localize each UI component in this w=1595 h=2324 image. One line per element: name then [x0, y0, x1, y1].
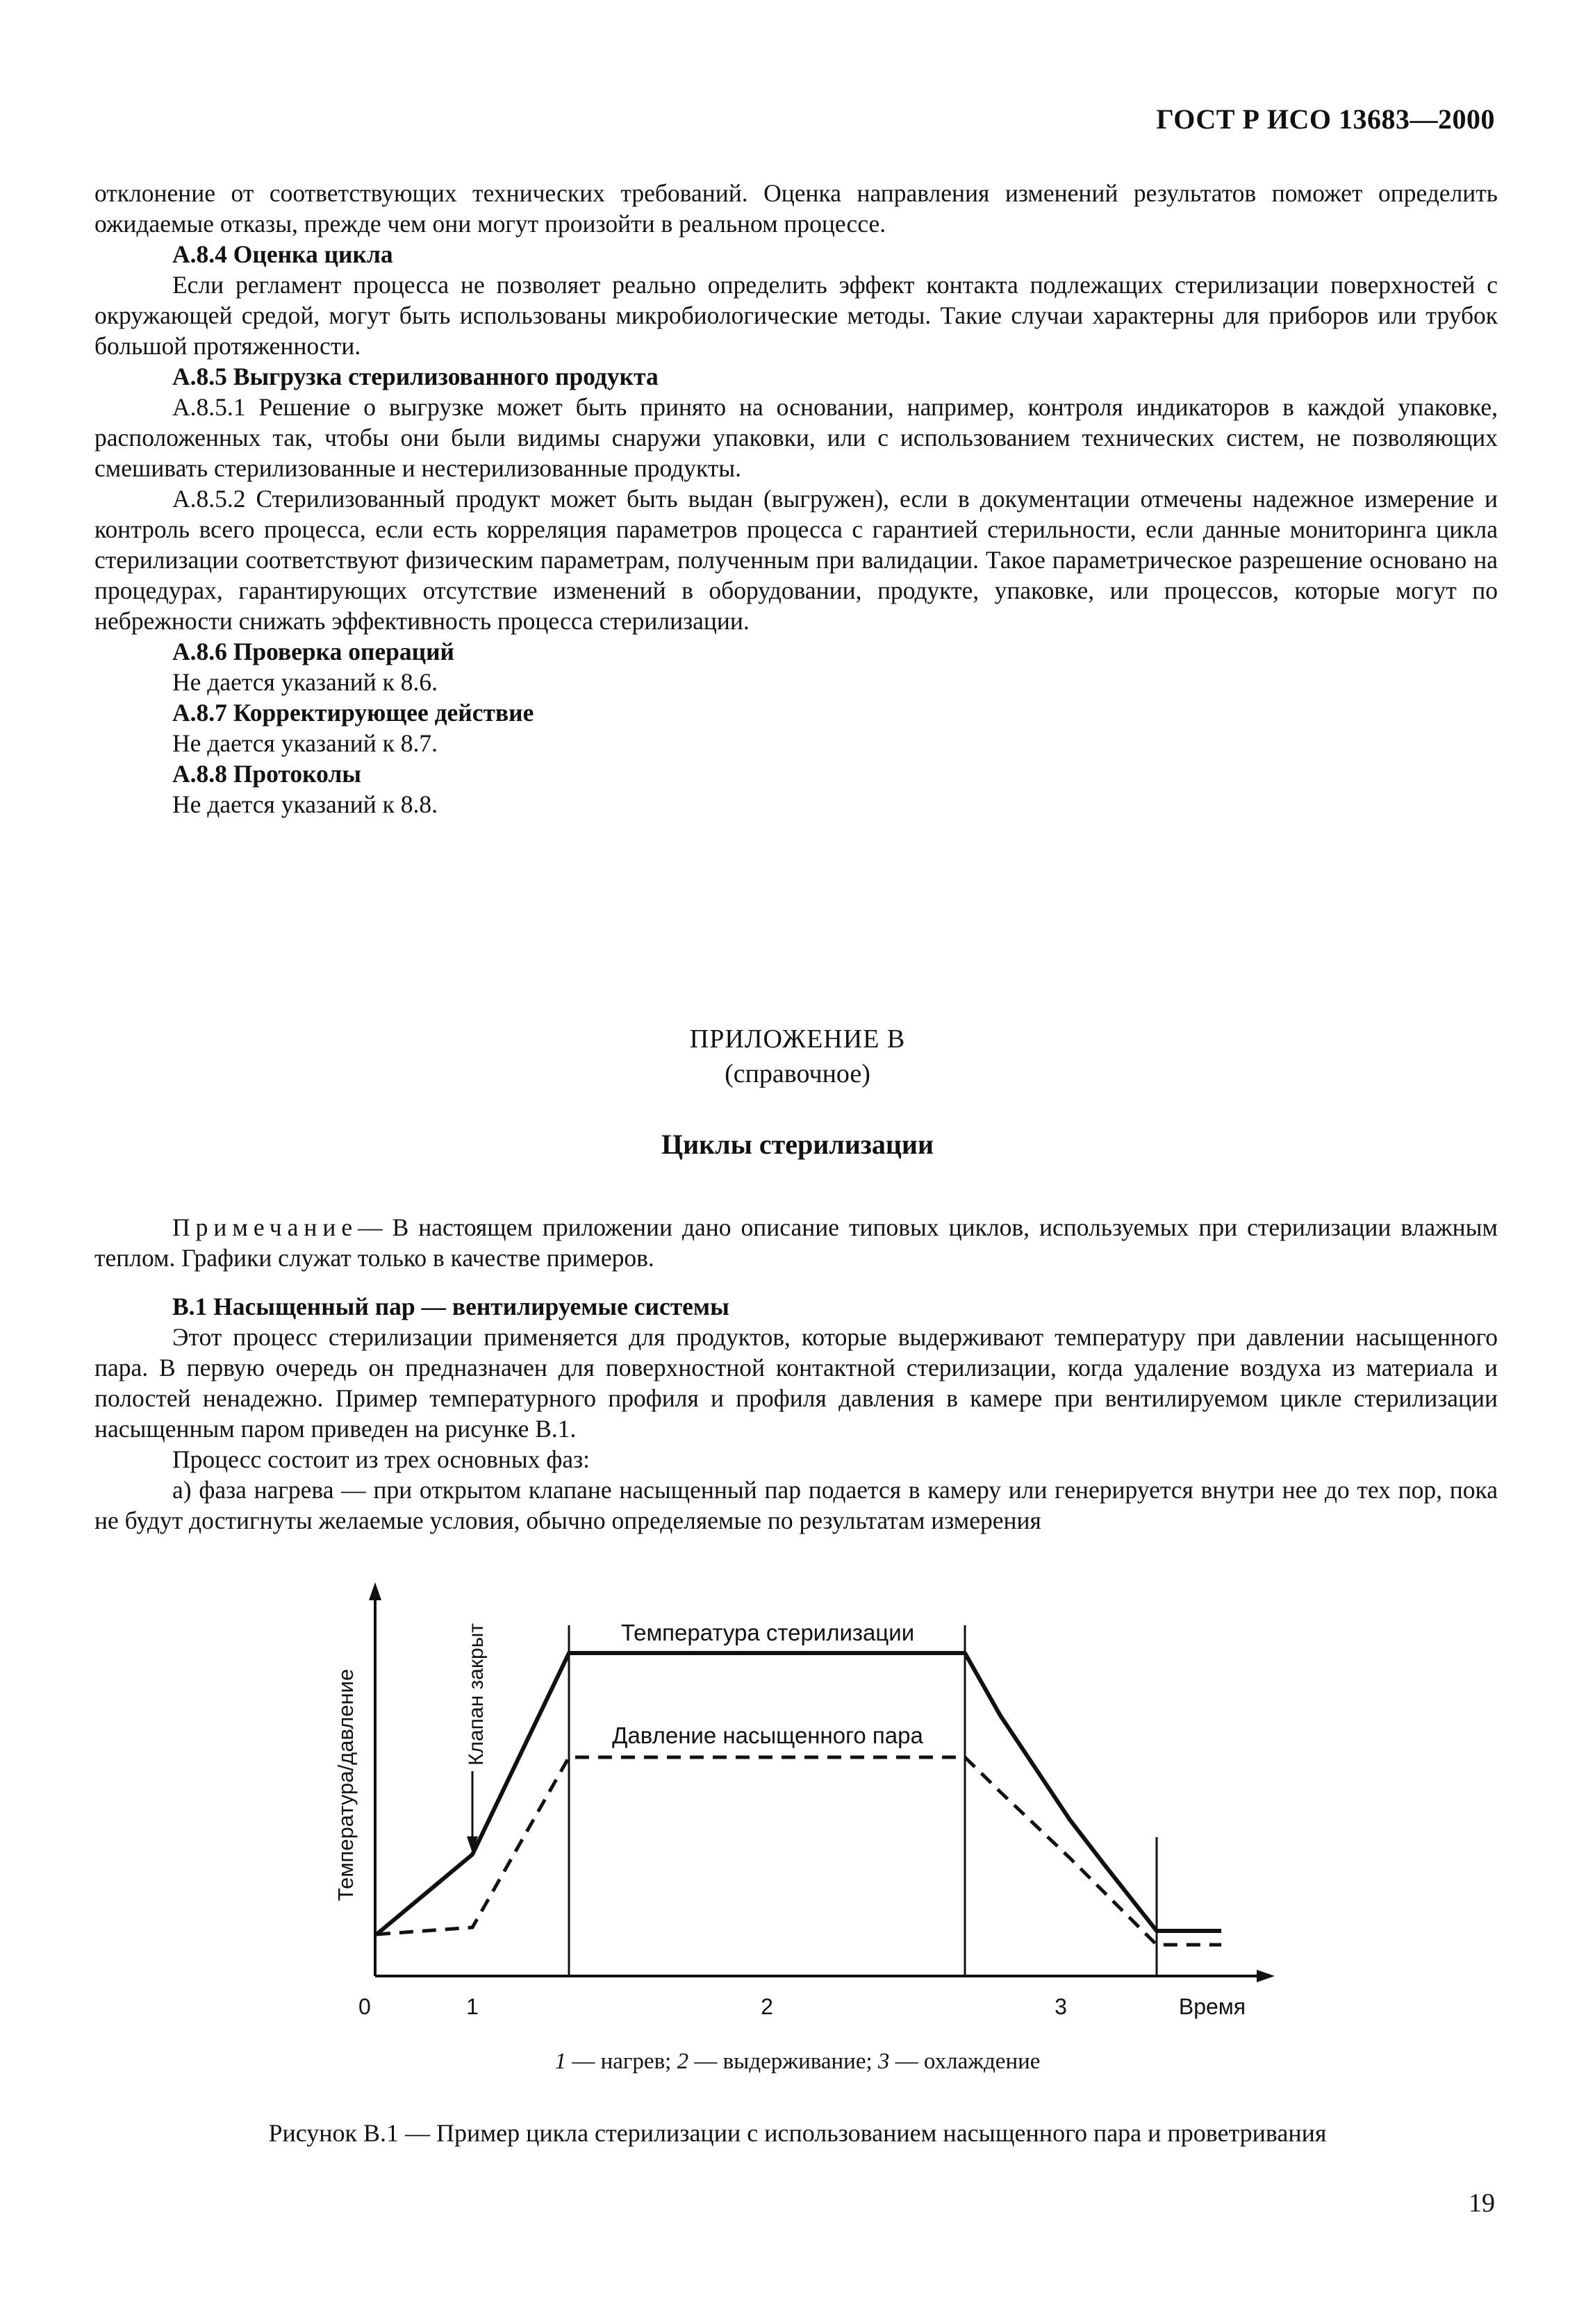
origin-label: 0 — [358, 1994, 371, 2019]
figure-b1 — [306, 1577, 1320, 2035]
heading-a85: А.8.5 Выгрузка стерилизованного продукта — [172, 363, 659, 390]
x-axis-arrowhead — [1257, 1970, 1275, 1982]
legend-text: — нагрев; — [566, 2049, 677, 2074]
temperature-label: Температура стерилизации — [620, 1620, 915, 1645]
y-axis-arrowhead — [369, 1582, 381, 1600]
legend-text: — охлаждение — [889, 2049, 1041, 2074]
paragraph-b1-phase-a: а) фаза нагрева — при открытом клапане насыщенный пар подается в камеру или генерируется внутри нее до тех пор, пока не будут достигнуты желаемые условия, обычно определяемые по результатам измерения — [94, 1476, 1498, 1534]
document-header: ГОСТ Р ИСО 13683—2000 — [1156, 103, 1495, 135]
appendix-name: Циклы стерилизации — [661, 1129, 934, 1160]
y-axis-label: Температура/давление — [333, 1668, 358, 1902]
heading-a84: А.8.4 Оценка цикла — [172, 240, 393, 268]
legend-number: 3 — [877, 2049, 890, 2074]
paragraph-a852: А.8.5.2 Стерилизованный продукт может быть выдан (выгружен), если в документации отмечены надежное измерение и контроль всего процесса, если есть корреляция параметров процесса с гарантией стерильности, если данные мониторинга цикла стерилизации соответствуют физическим параметрам, полученным при валидации. Такое параметрическое разрешение основано на процедурах, гарантирующих отсутствие изменений в оборудовании, продукте, упаковке, или процессов, которые могут по небрежности снижать эффективность процесса стерилизации. — [94, 485, 1498, 635]
paragraph-b1-intro: Этот процесс стерилизации применяется для продуктов, которые выдерживают температуру при давлении насыщенного пара. В первую очередь он предназначен для поверхностной контактной стерилизации, когда удаление воздуха из материала и полостей ненадежно. Пример температурного профиля и профиля давления в камере при вентилируемом цикле стерилизации насыщенным паром приведен на рисунке В.1. — [94, 1323, 1498, 1443]
heading-a87: А.8.7 Корректирующее действие — [172, 699, 534, 727]
page-number: 19 — [1469, 2189, 1495, 2218]
heading-a88: А.8.8 Протоколы — [172, 760, 362, 788]
appendix-subtitle: (справочное) — [725, 1059, 870, 1088]
paragraph-a86: Не дается указаний к 8.6. — [172, 668, 438, 696]
paragraph-continuation: отклонение от соответствующих технических требований. Оценка направления изменений результатов поможет определить ожидаемые отказы, прежде чем они могут произойти в реальном процессе. — [94, 179, 1498, 238]
section-a-body — [94, 178, 1498, 820]
pressure-label: Давление насыщенного пара — [612, 1723, 923, 1748]
paragraph-a84: Если регламент процесса не позволяет реально определить эффект контакта подлежащих стерилизации поверхностей с окружающей средой, могут быть использованы микробиологические методы. Такие случаи характерны для приборов или трубок большой протяженности. — [94, 271, 1498, 360]
paragraph-a88: Не дается указаний к 8.8. — [172, 790, 438, 818]
phase-label: 3 — [1055, 1994, 1067, 2019]
figure-caption: Рисунок В.1 — Пример цикла стерилизации с использованием насыщенного пара и проветривания — [268, 2119, 1327, 2147]
legend-number: 2 — [677, 2049, 689, 2074]
paragraph-a87: Не дается указаний к 8.7. — [172, 729, 438, 757]
legend-text: — выдерживание; — [688, 2049, 878, 2074]
phase-label: 2 — [761, 1994, 773, 2019]
figure-legend — [0, 2049, 1595, 2075]
phase-label: 1 — [466, 1994, 479, 2019]
note-label: Примечание — [172, 1213, 358, 1241]
section-b-body — [94, 1212, 1498, 1536]
paragraph-b1-phases: Процесс состоит из трех основных фаз: — [172, 1445, 590, 1473]
spacer — [94, 1273, 1498, 1291]
appendix-title: ПРИЛОЖЕНИЕ В — [689, 1024, 906, 1054]
note-paragraph — [94, 1212, 1498, 1273]
x-axis-label: Время — [1178, 1994, 1246, 2019]
paragraph-a851: А.8.5.1 Решение о выгрузке может быть принято на основании, например, контроля индикаторов в каждой упаковке, расположенных так, чтобы они были видимы снаружи упаковки, или с использованием технических систем, не позволяющих смешивать стерилизованные и нестерилизованные продукты. — [94, 393, 1498, 482]
heading-b1: В.1 Насыщенный пар — вентилируемые системы — [172, 1293, 729, 1320]
valve-closed-label: Клапан закрыт — [465, 1622, 488, 1766]
heading-a86: А.8.6 Проверка операций — [172, 638, 455, 665]
legend-number: 1 — [554, 2049, 567, 2074]
note-text: — В настоящем приложении дано описание типовых циклов, используемых при стерилизации влажным теплом. Графики служат только в качестве примеров. — [94, 1213, 1498, 1272]
cycle-diagram — [306, 1577, 1320, 2035]
temperature-curve — [377, 1653, 1221, 1934]
